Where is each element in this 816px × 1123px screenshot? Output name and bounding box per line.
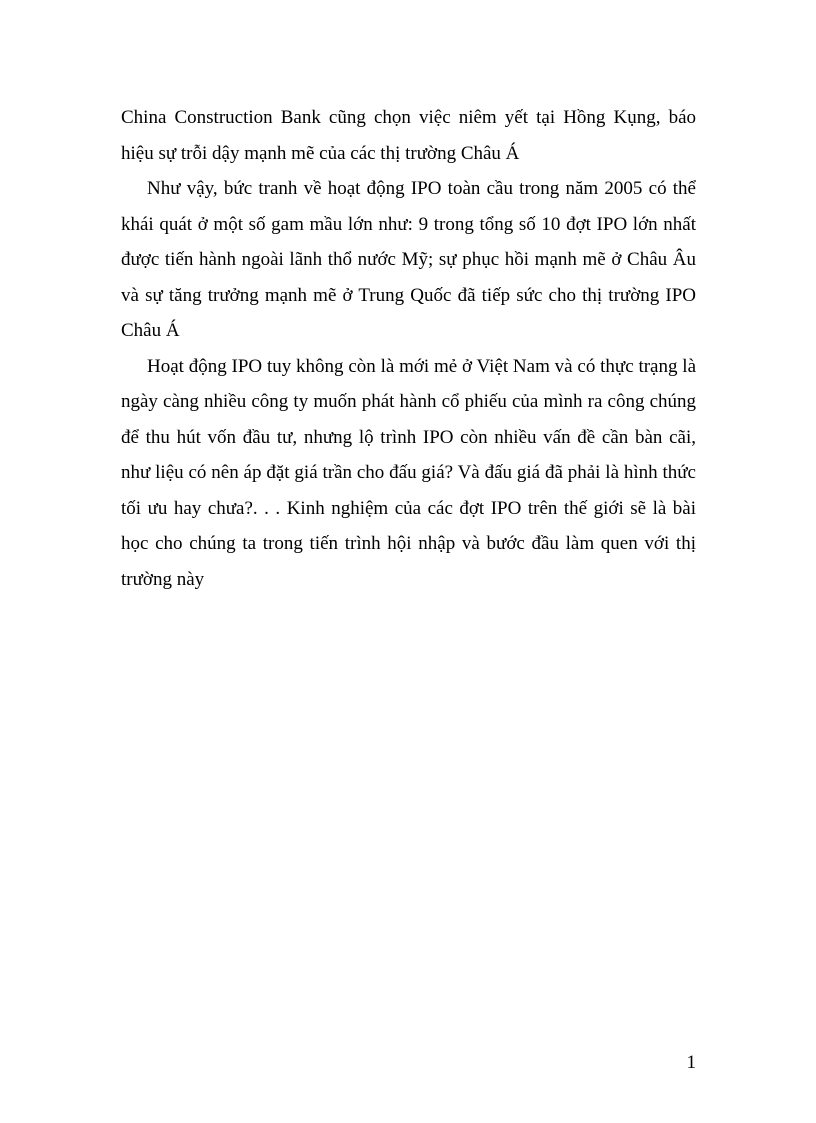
- paragraph-ipo-vietnam: Hoạt động IPO tuy không còn là mới mẻ ở Việt Nam và có thực trạng là ngày càng nhiều công ty muốn phát hành cổ phiếu của mình ra công chúng để thu hút vốn đầu tư, nhưng lộ trình IPO còn nhiều vấn đề cần bàn cãi, như liệu có nên áp đặt giá trần cho đấu giá? Và đấu giá đã phải là hình thức tối ưu hay chưa?. . . Kinh nghiệm của các đợt IPO trên thế giới sẽ là bài học cho chúng ta trong tiến trình hội nhập và bước đầu làm quen với thị trường này: [121, 355, 696, 590]
- document-body: [121, 100, 696, 597]
- page-number: 1: [686, 1052, 696, 1073]
- paragraph-ipo-global-summary: Như vậy, bức tranh về hoạt động IPO toàn cầu trong năm 2005 có thể khái quát ở một số gam mầu lớn như: 9 trong tổng số 10 đợt IPO lớn nhất được tiến hành ngoài lãnh thổ nước Mỹ; sự phục hồi mạnh mẽ ở Châu Âu và sự tăng trưởng mạnh mẽ ở Trung Quốc đã tiếp sức cho thị trường IPO Châu Á: [121, 178, 696, 341]
- paragraph-continuation: China Construction Bank cũng chọn việc niêm yết tại Hồng Kụng, báo hiệu sự trỗi dậy mạnh mẽ của các thị trường Châu Á: [121, 107, 696, 164]
